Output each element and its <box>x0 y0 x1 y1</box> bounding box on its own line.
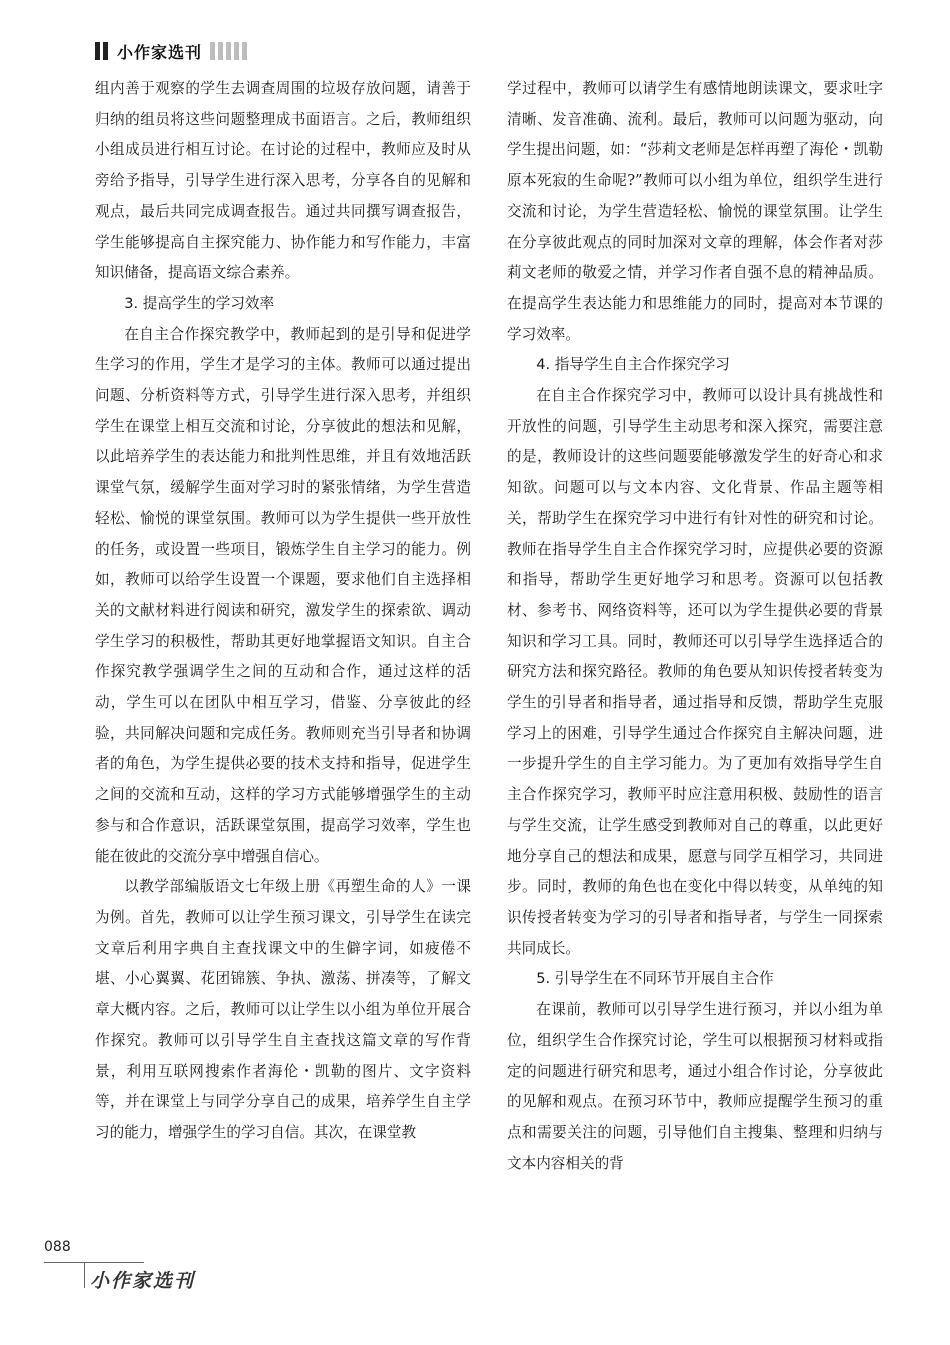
section-heading: 4. 指导学生自主合作探究学习 <box>536 356 730 374</box>
page-number: 088 <box>44 1239 71 1255</box>
running-header <box>95 38 250 64</box>
paragraph: 学过程中，教师可以请学生有感情地朗读课文，要求吐字清晰、发音准确、流利。最后，教师可以问题为驱动，向学生提出问题，如：“莎莉文老师是怎样再塑了海伦・凯勒原本死寂的生命呢?”教师可以小组为单位，组织学生进行交流和讨论，为学生营造轻松、愉悦的课堂氛围。让学生在分享彼此观点的同时加深对文章的理解，体会作者对莎莉文老师的敬爱之情，并学习作者自强不息的精神品质。在提高学生表达能力和思维能力的同时，提高对本节课的学习效率。 <box>507 80 883 343</box>
header-bar-gray <box>226 42 231 60</box>
paragraph: 以教学部编版语文七年级上册《再塑生命的人》一课为例。首先，教师可以让学生预习课文，引导学生在读完文章后利用字典自主查找课文中的生僻字词，如疲倦不堪、小心翼翼、花团锦簇、争执、激荡、拼凑等，了解文章大概内容。之后，教师可以让学生以小组为单位开展合作探究。教师可以引导学生自主查找这篇文章的写作背景，利用互联网搜索作者海伦・凯勒的图片、文字资料等，并在课堂上与同学分享自己的成果，培养学生自主学习的能力，增强学生的学习自信。其次，在课堂教 <box>95 878 471 1141</box>
header-bar-gray <box>242 42 247 60</box>
journal-title: 小作家选刊 <box>117 42 203 62</box>
header-bar-dark <box>103 42 108 60</box>
paragraph: 在自主合作探究学习中，教师可以设计具有挑战性和开放性的问题，引导学生主动思考和深入探究，需要注意的是，教师设计的这些问题要能够激发学生的好奇心和求知欲。问题可以与文本内容、文化背景、作品主题等相关，帮助学生在探究学习中进行有针对性的研究和讨论。教师在指导学生自主合作探究学习时，应提供必要的资源和指导，帮助学生更好地学习和思考。资源可以包括教材、参考书、网络资料等，还可以为学生提供必要的背景知识和学习工具。同时，教师还可以引导学生选择适合的研究方法和探究路径。教师的角色要从知识传授者转变为学生的引导者和指导者，通过指导和反馈，帮助学生克服学习上的困难，引导学生通过合作探究自主解决问题，进一步提升学生的自主学习能力。为了更加有效指导学生自主合作探究学习，教师平时应注意用积极、鼓励性的语言与学生交流，让学生感受到教师对自己的尊重，以此更好地分享自己的想法和成果，愿意与同学互相学习，共同进步。同时，教师的角色也在变化中得以转变，从单纯的知识传授者转变为学习的引导者和指导者，与学生一同探索共同成长。 <box>507 387 883 957</box>
footer-rule <box>44 1262 144 1263</box>
paragraph: 在自主合作探究教学中，教师起到的是引导和促进学生学习的作用，学生才是学习的主体。教师可以通过提出问题、分析资料等方式，引导学生进行深入思考，并组织学生在课堂上相互交流和讨论，分享彼此的想法和见解，以此培养学生的表达能力和批判性思维，并且有效地活跃课堂气氛，缓解学生面对学习时的紧张情绪，为学生营造轻松、愉悦的课堂氛围。教师可以为学生提供一些开放性的任务，或设置一些项目，锻炼学生自主学习的能力。例如，教师可以给学生设置一个课题，要求他们自主选择相关的文献材料进行阅读和研究，激发学生的探索欲、调动学生学习的积极性，帮助其更好地掌握语文知识。自主合作探究教学强调学生之间的互动和合作，通过这样的活动，学生可以在团队中相互学习，借鉴、分享彼此的经验，共同解决问题和完成任务。教师则充当引导者和协调者的角色，为学生提供必要的技术支持和指导，促进学生之间的交流和互动，这样的学习方式能够增强学生的主动参与和合作意识，活跃课堂氛围，提高学习效率，学生也能在彼此的交流分享中增强自信心。 <box>95 325 471 865</box>
footer-logo: 小作家选刊 <box>90 1270 196 1292</box>
section-heading: 3. 提高学生的学习效率 <box>124 294 275 312</box>
header-bar-gray <box>210 42 215 60</box>
header-bar-dark <box>95 42 100 60</box>
header-bar-gray <box>218 42 223 60</box>
paragraph: 组内善于观察的学生去调查周围的垃圾存放问题，请善于归纳的组员将这些问题整理成书面语言。之后，教师组织小组成员进行相互讨论。在讨论的过程中，教师应及时从旁给予指导，引导学生进行深入思考，分享各自的见解和观点，最后共同完成调查报告。通过共同撰写调查报告，学生能够提高自主探究能力、协作能力和写作能力，丰富知识储备，提高语文综合素养。 <box>95 80 471 282</box>
section-heading: 5. 引导学生在不同环节开展自主合作 <box>536 970 774 988</box>
left-column <box>95 74 471 1149</box>
header-bar-gray <box>234 42 239 60</box>
right-column <box>507 74 883 1179</box>
paragraph: 在课前，教师可以引导学生进行预习，并以小组为单位，组织学生合作探究讨论，学生可以根据预习材料或指定的问题进行研究和思考，通过小组合作讨论，分享彼此的见解和观点。在预习环节中，教师应提醒学生预习的重点和需要关注的问题，引导他们自主搜集、整理和归纳与文本内容相关的背 <box>507 1001 883 1172</box>
footer-divider <box>84 1262 85 1288</box>
